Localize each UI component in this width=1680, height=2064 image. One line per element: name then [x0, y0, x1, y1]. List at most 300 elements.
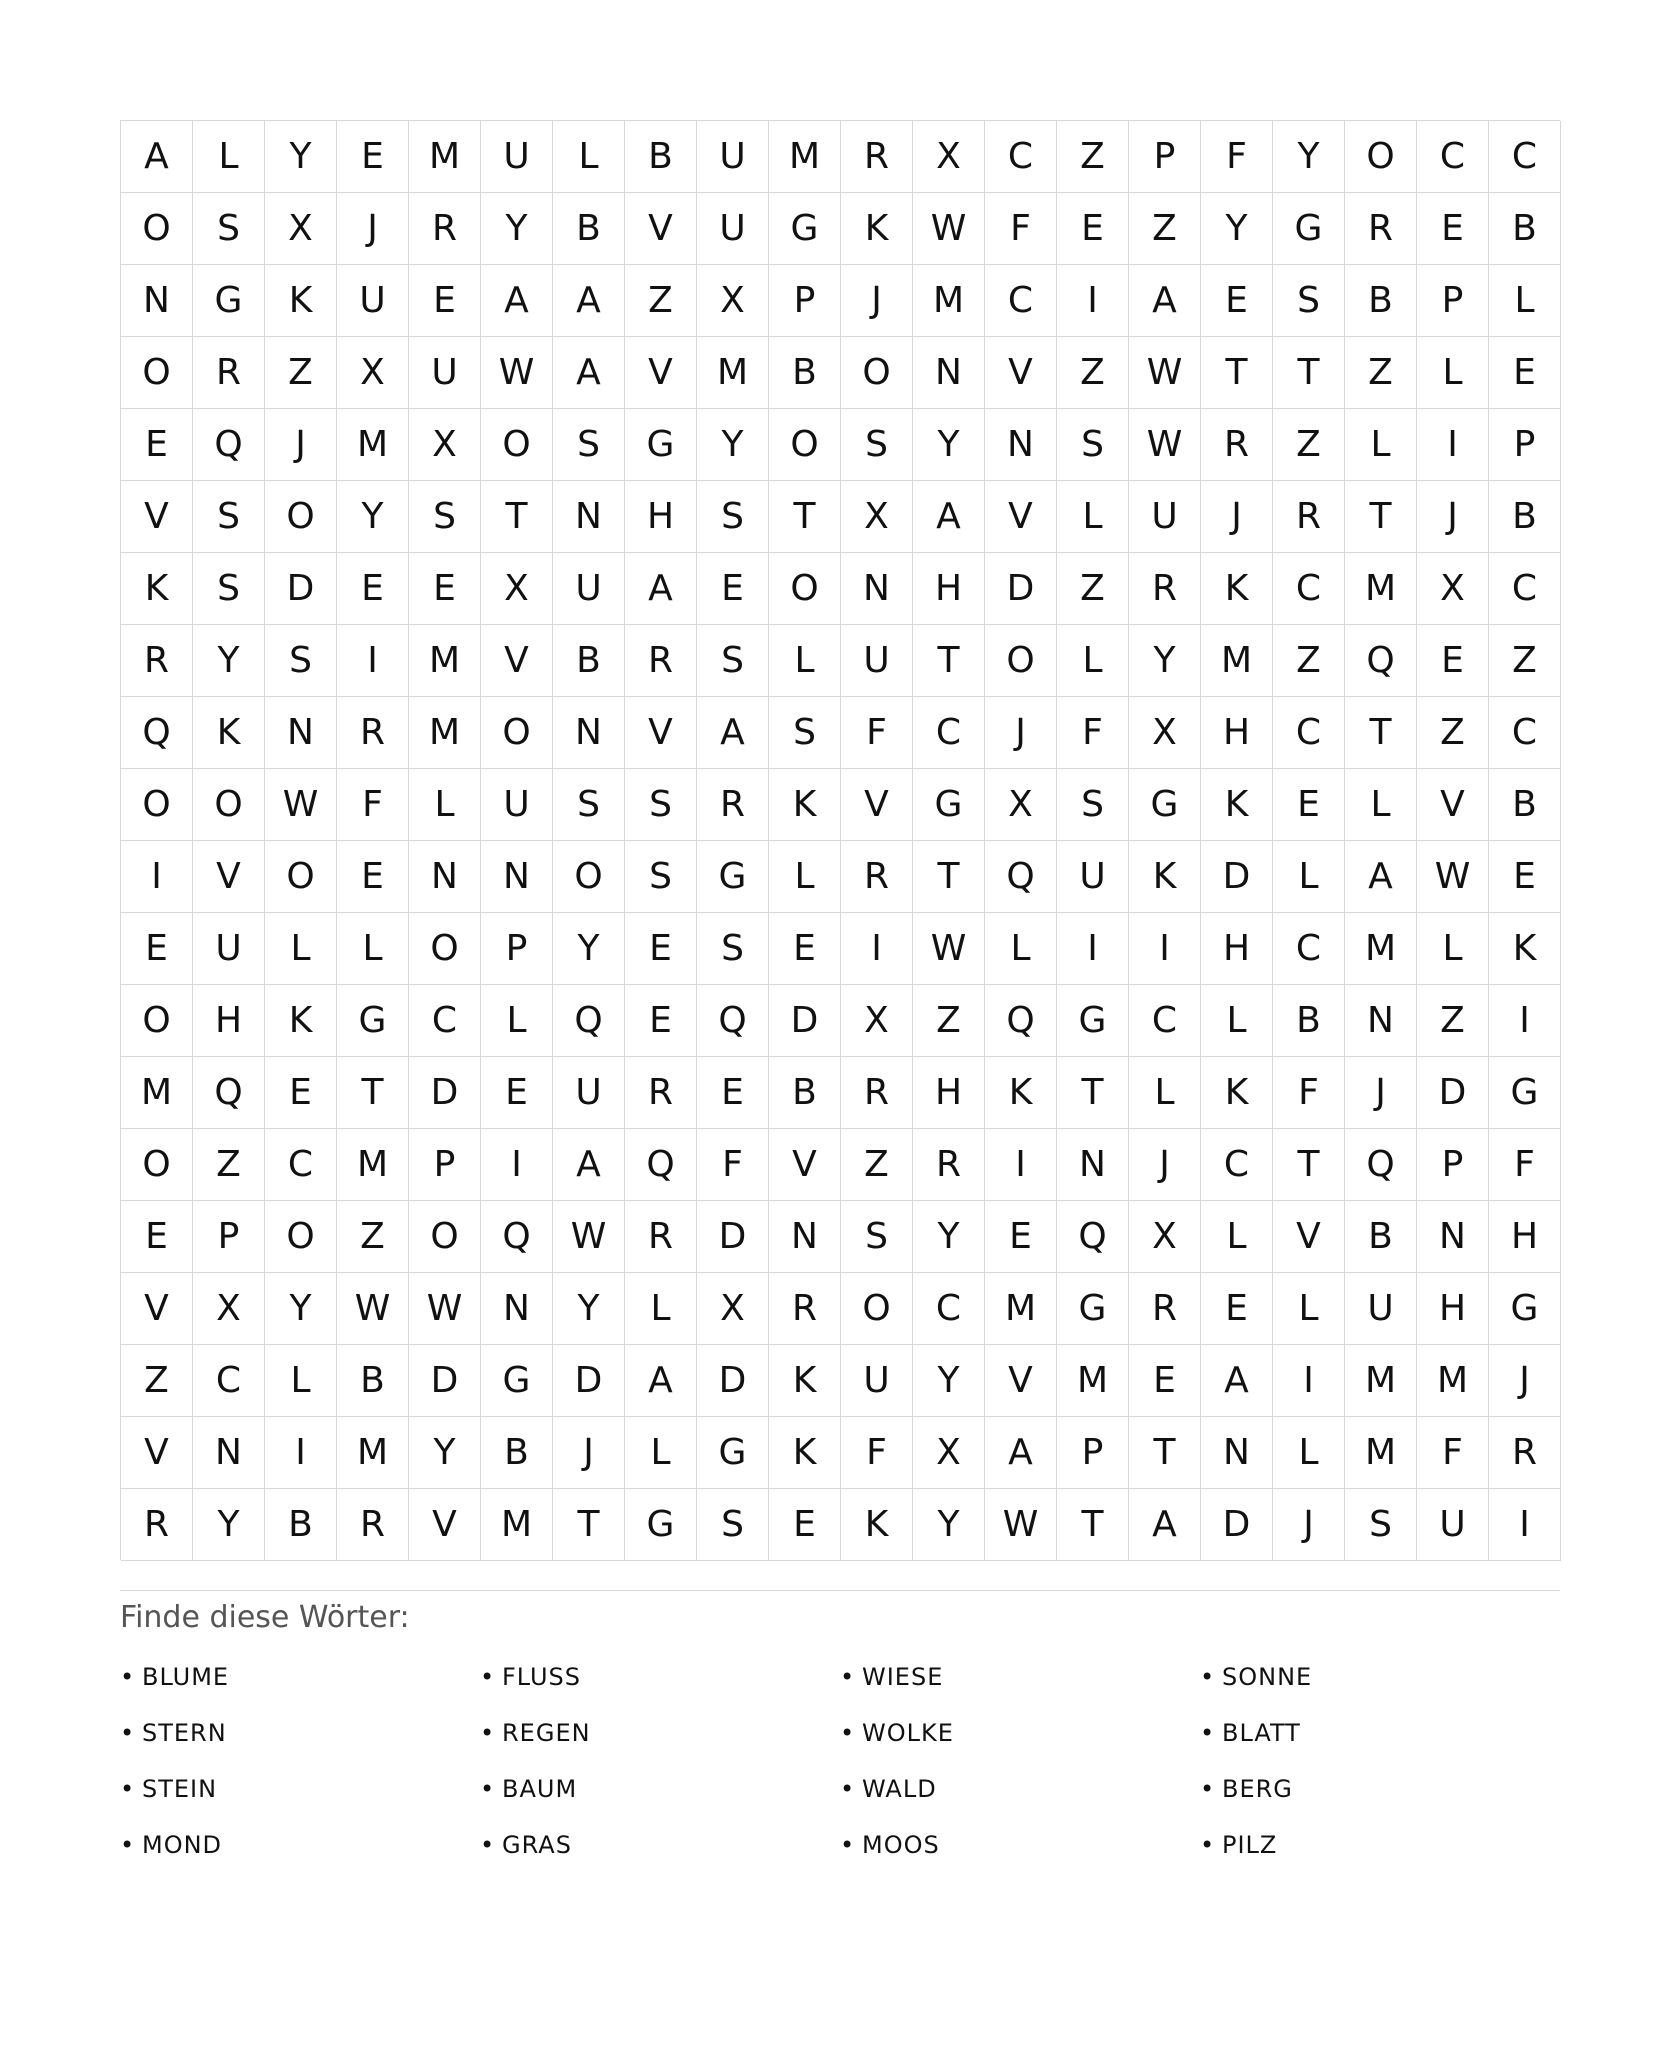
grid-cell[interactable]: N — [121, 265, 193, 337]
grid-cell[interactable]: C — [913, 697, 985, 769]
grid-cell[interactable]: A — [625, 553, 697, 625]
grid-cell[interactable]: R — [1345, 193, 1417, 265]
grid-cell[interactable]: I — [1057, 913, 1129, 985]
grid-cell[interactable]: U — [481, 121, 553, 193]
grid-cell[interactable]: S — [841, 409, 913, 481]
grid-cell[interactable]: C — [193, 1345, 265, 1417]
grid-cell[interactable]: I — [121, 841, 193, 913]
grid-cell[interactable]: K — [265, 985, 337, 1057]
grid-cell[interactable]: Y — [265, 121, 337, 193]
grid-cell[interactable]: V — [481, 625, 553, 697]
grid-cell[interactable]: A — [1129, 265, 1201, 337]
grid-cell[interactable]: M — [409, 697, 481, 769]
grid-cell[interactable]: G — [625, 409, 697, 481]
grid-cell[interactable]: M — [1345, 1417, 1417, 1489]
grid-cell[interactable]: Q — [1057, 1201, 1129, 1273]
grid-cell[interactable]: W — [337, 1273, 409, 1345]
grid-cell[interactable]: J — [1201, 481, 1273, 553]
grid-cell[interactable]: Q — [553, 985, 625, 1057]
grid-cell[interactable]: N — [553, 481, 625, 553]
grid-cell[interactable]: R — [409, 193, 481, 265]
grid-cell[interactable]: C — [985, 265, 1057, 337]
grid-cell[interactable]: J — [985, 697, 1057, 769]
grid-cell[interactable]: E — [409, 553, 481, 625]
grid-cell[interactable]: V — [409, 1489, 481, 1561]
grid-cell[interactable]: G — [625, 1489, 697, 1561]
grid-cell[interactable]: F — [1417, 1417, 1489, 1489]
grid-cell[interactable]: K — [841, 1489, 913, 1561]
grid-cell[interactable]: W — [481, 337, 553, 409]
grid-cell[interactable]: C — [409, 985, 481, 1057]
grid-cell[interactable]: I — [1057, 265, 1129, 337]
grid-cell[interactable]: Q — [481, 1201, 553, 1273]
grid-cell[interactable]: C — [1489, 553, 1561, 625]
grid-cell[interactable]: N — [1057, 1129, 1129, 1201]
grid-cell[interactable]: F — [1201, 121, 1273, 193]
grid-cell[interactable]: L — [1489, 265, 1561, 337]
grid-cell[interactable]: R — [841, 841, 913, 913]
grid-cell[interactable]: T — [1057, 1057, 1129, 1129]
grid-cell[interactable]: J — [1345, 1057, 1417, 1129]
grid-cell[interactable]: N — [265, 697, 337, 769]
grid-cell[interactable]: G — [1489, 1273, 1561, 1345]
grid-cell[interactable]: N — [769, 1201, 841, 1273]
grid-cell[interactable]: F — [841, 1417, 913, 1489]
grid-cell[interactable]: T — [769, 481, 841, 553]
grid-cell[interactable]: Q — [1345, 625, 1417, 697]
grid-cell[interactable]: X — [913, 1417, 985, 1489]
grid-cell[interactable]: E — [121, 913, 193, 985]
grid-cell[interactable]: I — [1489, 985, 1561, 1057]
grid-cell[interactable]: M — [1057, 1345, 1129, 1417]
grid-cell[interactable]: T — [337, 1057, 409, 1129]
grid-cell[interactable]: R — [625, 1201, 697, 1273]
grid-cell[interactable]: Z — [625, 265, 697, 337]
grid-cell[interactable]: S — [1345, 1489, 1417, 1561]
grid-cell[interactable]: T — [1201, 337, 1273, 409]
grid-cell[interactable]: U — [697, 121, 769, 193]
grid-cell[interactable]: F — [1489, 1129, 1561, 1201]
grid-cell[interactable]: E — [481, 1057, 553, 1129]
grid-cell[interactable]: Y — [913, 1201, 985, 1273]
grid-cell[interactable]: I — [1129, 913, 1201, 985]
grid-cell[interactable]: P — [1417, 265, 1489, 337]
grid-cell[interactable]: I — [481, 1129, 553, 1201]
grid-cell[interactable]: E — [409, 265, 481, 337]
grid-cell[interactable]: D — [1201, 841, 1273, 913]
grid-cell[interactable]: V — [121, 1273, 193, 1345]
grid-cell[interactable]: R — [121, 1489, 193, 1561]
grid-cell[interactable]: V — [625, 697, 697, 769]
grid-cell[interactable]: V — [1417, 769, 1489, 841]
grid-cell[interactable]: L — [409, 769, 481, 841]
grid-cell[interactable]: T — [1273, 337, 1345, 409]
grid-cell[interactable]: D — [697, 1201, 769, 1273]
grid-cell[interactable]: K — [769, 1417, 841, 1489]
grid-cell[interactable]: X — [697, 1273, 769, 1345]
grid-cell[interactable]: N — [1345, 985, 1417, 1057]
grid-cell[interactable]: U — [193, 913, 265, 985]
grid-cell[interactable]: S — [193, 193, 265, 265]
grid-cell[interactable]: M — [409, 625, 481, 697]
grid-cell[interactable]: E — [1201, 1273, 1273, 1345]
grid-cell[interactable]: Y — [265, 1273, 337, 1345]
grid-cell[interactable]: U — [409, 337, 481, 409]
grid-cell[interactable]: W — [265, 769, 337, 841]
grid-cell[interactable]: C — [1273, 553, 1345, 625]
grid-cell[interactable]: Z — [193, 1129, 265, 1201]
grid-cell[interactable]: J — [1273, 1489, 1345, 1561]
grid-cell[interactable]: W — [985, 1489, 1057, 1561]
grid-cell[interactable]: F — [697, 1129, 769, 1201]
grid-cell[interactable]: K — [985, 1057, 1057, 1129]
grid-cell[interactable]: E — [1273, 769, 1345, 841]
grid-cell[interactable]: O — [1345, 121, 1417, 193]
grid-cell[interactable]: E — [625, 985, 697, 1057]
grid-cell[interactable]: G — [769, 193, 841, 265]
grid-cell[interactable]: U — [841, 625, 913, 697]
grid-cell[interactable]: J — [1489, 1345, 1561, 1417]
grid-cell[interactable]: X — [265, 193, 337, 265]
grid-cell[interactable]: O — [121, 337, 193, 409]
grid-cell[interactable]: M — [1345, 553, 1417, 625]
grid-cell[interactable]: V — [625, 337, 697, 409]
grid-cell[interactable]: Z — [121, 1345, 193, 1417]
grid-cell[interactable]: E — [121, 409, 193, 481]
grid-cell[interactable]: B — [553, 193, 625, 265]
grid-cell[interactable]: I — [985, 1129, 1057, 1201]
grid-cell[interactable]: R — [1273, 481, 1345, 553]
grid-cell[interactable]: E — [985, 1201, 1057, 1273]
grid-cell[interactable]: M — [337, 1417, 409, 1489]
grid-cell[interactable]: B — [769, 1057, 841, 1129]
grid-cell[interactable]: L — [625, 1273, 697, 1345]
grid-cell[interactable]: E — [337, 841, 409, 913]
grid-cell[interactable]: J — [553, 1417, 625, 1489]
grid-cell[interactable]: K — [265, 265, 337, 337]
grid-cell[interactable]: N — [985, 409, 1057, 481]
grid-cell[interactable]: S — [553, 409, 625, 481]
grid-cell[interactable]: Z — [1057, 337, 1129, 409]
grid-cell[interactable]: U — [553, 1057, 625, 1129]
grid-cell[interactable]: D — [697, 1345, 769, 1417]
grid-cell[interactable]: Y — [553, 1273, 625, 1345]
grid-cell[interactable]: Z — [1273, 625, 1345, 697]
grid-cell[interactable]: A — [1201, 1345, 1273, 1417]
grid-cell[interactable]: D — [1417, 1057, 1489, 1129]
grid-cell[interactable]: Q — [985, 841, 1057, 913]
grid-cell[interactable]: H — [193, 985, 265, 1057]
grid-cell[interactable]: E — [1201, 265, 1273, 337]
grid-cell[interactable]: S — [193, 481, 265, 553]
grid-cell[interactable]: C — [1489, 697, 1561, 769]
grid-cell[interactable]: I — [265, 1417, 337, 1489]
grid-cell[interactable]: C — [1129, 985, 1201, 1057]
grid-cell[interactable]: E — [121, 1201, 193, 1273]
grid-cell[interactable]: U — [841, 1345, 913, 1417]
grid-cell[interactable]: Z — [841, 1129, 913, 1201]
grid-cell[interactable]: R — [337, 697, 409, 769]
grid-cell[interactable]: S — [841, 1201, 913, 1273]
grid-cell[interactable]: O — [121, 1129, 193, 1201]
grid-cell[interactable]: L — [1129, 1057, 1201, 1129]
grid-cell[interactable]: D — [1201, 1489, 1273, 1561]
grid-cell[interactable]: R — [193, 337, 265, 409]
grid-cell[interactable]: O — [121, 985, 193, 1057]
grid-cell[interactable]: I — [1273, 1345, 1345, 1417]
grid-cell[interactable]: U — [1057, 841, 1129, 913]
grid-cell[interactable]: B — [1489, 481, 1561, 553]
grid-cell[interactable]: J — [841, 265, 913, 337]
grid-cell[interactable]: U — [1417, 1489, 1489, 1561]
grid-cell[interactable]: Z — [1417, 697, 1489, 769]
grid-cell[interactable]: I — [1489, 1489, 1561, 1561]
grid-cell[interactable]: Y — [1129, 625, 1201, 697]
grid-cell[interactable]: O — [841, 1273, 913, 1345]
grid-cell[interactable]: E — [337, 121, 409, 193]
grid-cell[interactable]: F — [1057, 697, 1129, 769]
grid-cell[interactable]: N — [1417, 1201, 1489, 1273]
grid-cell[interactable]: C — [1489, 121, 1561, 193]
grid-cell[interactable]: X — [193, 1273, 265, 1345]
grid-cell[interactable]: W — [553, 1201, 625, 1273]
grid-cell[interactable]: L — [1201, 1201, 1273, 1273]
grid-cell[interactable]: X — [841, 481, 913, 553]
grid-cell[interactable]: R — [337, 1489, 409, 1561]
grid-cell[interactable]: C — [1417, 121, 1489, 193]
grid-cell[interactable]: R — [1129, 1273, 1201, 1345]
grid-cell[interactable]: Y — [193, 1489, 265, 1561]
grid-cell[interactable]: O — [985, 625, 1057, 697]
grid-cell[interactable]: Y — [553, 913, 625, 985]
grid-cell[interactable]: K — [193, 697, 265, 769]
grid-cell[interactable]: K — [769, 769, 841, 841]
grid-cell[interactable]: R — [625, 625, 697, 697]
grid-cell[interactable]: V — [769, 1129, 841, 1201]
grid-cell[interactable]: X — [481, 553, 553, 625]
grid-cell[interactable]: A — [553, 265, 625, 337]
grid-cell[interactable]: L — [1273, 1273, 1345, 1345]
grid-cell[interactable]: T — [913, 841, 985, 913]
grid-cell[interactable]: E — [1489, 337, 1561, 409]
grid-cell[interactable]: J — [265, 409, 337, 481]
grid-cell[interactable]: C — [1201, 1129, 1273, 1201]
grid-cell[interactable]: S — [697, 481, 769, 553]
grid-cell[interactable]: O — [769, 409, 841, 481]
grid-cell[interactable]: L — [985, 913, 1057, 985]
grid-cell[interactable]: P — [481, 913, 553, 985]
grid-cell[interactable]: L — [265, 913, 337, 985]
grid-cell[interactable]: L — [1417, 913, 1489, 985]
grid-cell[interactable]: I — [337, 625, 409, 697]
grid-cell[interactable]: O — [121, 769, 193, 841]
grid-cell[interactable]: M — [1417, 1345, 1489, 1417]
grid-cell[interactable]: Q — [985, 985, 1057, 1057]
grid-cell[interactable]: W — [1129, 409, 1201, 481]
grid-cell[interactable]: M — [337, 409, 409, 481]
grid-cell[interactable]: G — [1273, 193, 1345, 265]
grid-cell[interactable]: L — [1345, 409, 1417, 481]
grid-cell[interactable]: N — [913, 337, 985, 409]
grid-cell[interactable]: L — [1057, 481, 1129, 553]
grid-cell[interactable]: Z — [1273, 409, 1345, 481]
grid-cell[interactable]: R — [121, 625, 193, 697]
grid-cell[interactable]: H — [1201, 697, 1273, 769]
grid-cell[interactable]: P — [193, 1201, 265, 1273]
grid-cell[interactable]: A — [913, 481, 985, 553]
grid-cell[interactable]: D — [985, 553, 1057, 625]
grid-cell[interactable]: D — [553, 1345, 625, 1417]
grid-cell[interactable]: X — [985, 769, 1057, 841]
grid-cell[interactable]: P — [1129, 121, 1201, 193]
grid-cell[interactable]: F — [985, 193, 1057, 265]
grid-cell[interactable]: R — [769, 1273, 841, 1345]
grid-cell[interactable]: B — [1489, 193, 1561, 265]
grid-cell[interactable]: L — [265, 1345, 337, 1417]
grid-cell[interactable]: K — [1201, 1057, 1273, 1129]
grid-cell[interactable]: A — [697, 697, 769, 769]
grid-cell[interactable]: K — [1129, 841, 1201, 913]
grid-cell[interactable]: C — [1273, 697, 1345, 769]
grid-cell[interactable]: E — [337, 553, 409, 625]
grid-cell[interactable]: M — [913, 265, 985, 337]
grid-cell[interactable]: B — [625, 121, 697, 193]
grid-cell[interactable]: L — [769, 841, 841, 913]
grid-cell[interactable]: L — [1417, 337, 1489, 409]
grid-cell[interactable]: G — [1129, 769, 1201, 841]
grid-cell[interactable]: R — [1489, 1417, 1561, 1489]
grid-cell[interactable]: V — [985, 337, 1057, 409]
grid-cell[interactable]: T — [481, 481, 553, 553]
grid-cell[interactable]: X — [337, 337, 409, 409]
grid-cell[interactable]: Q — [1345, 1129, 1417, 1201]
grid-cell[interactable]: J — [1417, 481, 1489, 553]
grid-cell[interactable]: H — [1201, 913, 1273, 985]
grid-cell[interactable]: E — [1417, 193, 1489, 265]
grid-cell[interactable]: Y — [1273, 121, 1345, 193]
grid-cell[interactable]: E — [769, 913, 841, 985]
grid-cell[interactable]: G — [1057, 1273, 1129, 1345]
grid-cell[interactable]: L — [625, 1417, 697, 1489]
grid-cell[interactable]: K — [121, 553, 193, 625]
grid-cell[interactable]: S — [697, 1489, 769, 1561]
grid-cell[interactable]: Z — [913, 985, 985, 1057]
grid-cell[interactable]: Z — [1345, 337, 1417, 409]
grid-cell[interactable]: P — [1489, 409, 1561, 481]
grid-cell[interactable]: N — [481, 841, 553, 913]
grid-cell[interactable]: W — [409, 1273, 481, 1345]
grid-cell[interactable]: V — [121, 481, 193, 553]
grid-cell[interactable]: M — [985, 1273, 1057, 1345]
grid-cell[interactable]: Q — [697, 985, 769, 1057]
grid-cell[interactable]: R — [697, 769, 769, 841]
grid-cell[interactable]: R — [1129, 553, 1201, 625]
grid-cell[interactable]: G — [193, 265, 265, 337]
grid-cell[interactable]: M — [337, 1129, 409, 1201]
grid-cell[interactable]: A — [1129, 1489, 1201, 1561]
grid-cell[interactable]: Q — [121, 697, 193, 769]
grid-cell[interactable]: H — [625, 481, 697, 553]
grid-cell[interactable]: V — [625, 193, 697, 265]
grid-cell[interactable]: S — [1057, 769, 1129, 841]
grid-cell[interactable]: U — [1345, 1273, 1417, 1345]
grid-cell[interactable]: N — [481, 1273, 553, 1345]
grid-cell[interactable]: E — [697, 1057, 769, 1129]
grid-cell[interactable]: P — [1057, 1417, 1129, 1489]
grid-cell[interactable]: O — [409, 1201, 481, 1273]
grid-cell[interactable]: Y — [193, 625, 265, 697]
grid-cell[interactable]: M — [697, 337, 769, 409]
grid-cell[interactable]: R — [841, 121, 913, 193]
grid-cell[interactable]: Y — [913, 409, 985, 481]
grid-cell[interactable]: G — [1489, 1057, 1561, 1129]
grid-cell[interactable]: Q — [193, 409, 265, 481]
grid-cell[interactable]: N — [193, 1417, 265, 1489]
grid-cell[interactable]: S — [697, 913, 769, 985]
grid-cell[interactable]: O — [769, 553, 841, 625]
grid-cell[interactable]: G — [697, 1417, 769, 1489]
grid-cell[interactable]: L — [1057, 625, 1129, 697]
grid-cell[interactable]: L — [1345, 769, 1417, 841]
grid-cell[interactable]: D — [409, 1345, 481, 1417]
grid-cell[interactable]: D — [265, 553, 337, 625]
grid-cell[interactable]: V — [1273, 1201, 1345, 1273]
grid-cell[interactable]: H — [913, 1057, 985, 1129]
grid-cell[interactable]: Z — [1057, 553, 1129, 625]
grid-cell[interactable]: O — [409, 913, 481, 985]
grid-cell[interactable]: A — [625, 1345, 697, 1417]
grid-cell[interactable]: N — [409, 841, 481, 913]
grid-cell[interactable]: H — [913, 553, 985, 625]
grid-cell[interactable]: P — [769, 265, 841, 337]
grid-cell[interactable]: B — [265, 1489, 337, 1561]
grid-cell[interactable]: A — [553, 1129, 625, 1201]
grid-cell[interactable]: W — [1129, 337, 1201, 409]
grid-cell[interactable]: I — [1417, 409, 1489, 481]
grid-cell[interactable]: O — [481, 697, 553, 769]
grid-cell[interactable]: Q — [625, 1129, 697, 1201]
grid-cell[interactable]: M — [1345, 1345, 1417, 1417]
grid-cell[interactable]: L — [769, 625, 841, 697]
grid-cell[interactable]: Y — [913, 1489, 985, 1561]
grid-cell[interactable]: L — [193, 121, 265, 193]
grid-cell[interactable]: R — [841, 1057, 913, 1129]
grid-cell[interactable]: N — [841, 553, 913, 625]
grid-cell[interactable]: B — [1273, 985, 1345, 1057]
grid-cell[interactable]: B — [1489, 769, 1561, 841]
grid-cell[interactable]: V — [841, 769, 913, 841]
grid-cell[interactable]: A — [553, 337, 625, 409]
grid-cell[interactable]: S — [1057, 409, 1129, 481]
grid-cell[interactable]: F — [337, 769, 409, 841]
grid-cell[interactable]: Y — [481, 193, 553, 265]
grid-cell[interactable]: Y — [1201, 193, 1273, 265]
grid-cell[interactable]: W — [913, 193, 985, 265]
grid-cell[interactable]: Q — [193, 1057, 265, 1129]
grid-cell[interactable]: Z — [265, 337, 337, 409]
grid-cell[interactable]: B — [337, 1345, 409, 1417]
grid-cell[interactable]: T — [1129, 1417, 1201, 1489]
grid-cell[interactable]: Z — [1417, 985, 1489, 1057]
grid-cell[interactable]: M — [1345, 913, 1417, 985]
grid-cell[interactable]: E — [265, 1057, 337, 1129]
grid-cell[interactable]: B — [481, 1417, 553, 1489]
grid-cell[interactable]: W — [913, 913, 985, 985]
grid-cell[interactable]: U — [697, 193, 769, 265]
grid-cell[interactable]: J — [1129, 1129, 1201, 1201]
grid-cell[interactable]: U — [553, 553, 625, 625]
grid-cell[interactable]: S — [625, 769, 697, 841]
